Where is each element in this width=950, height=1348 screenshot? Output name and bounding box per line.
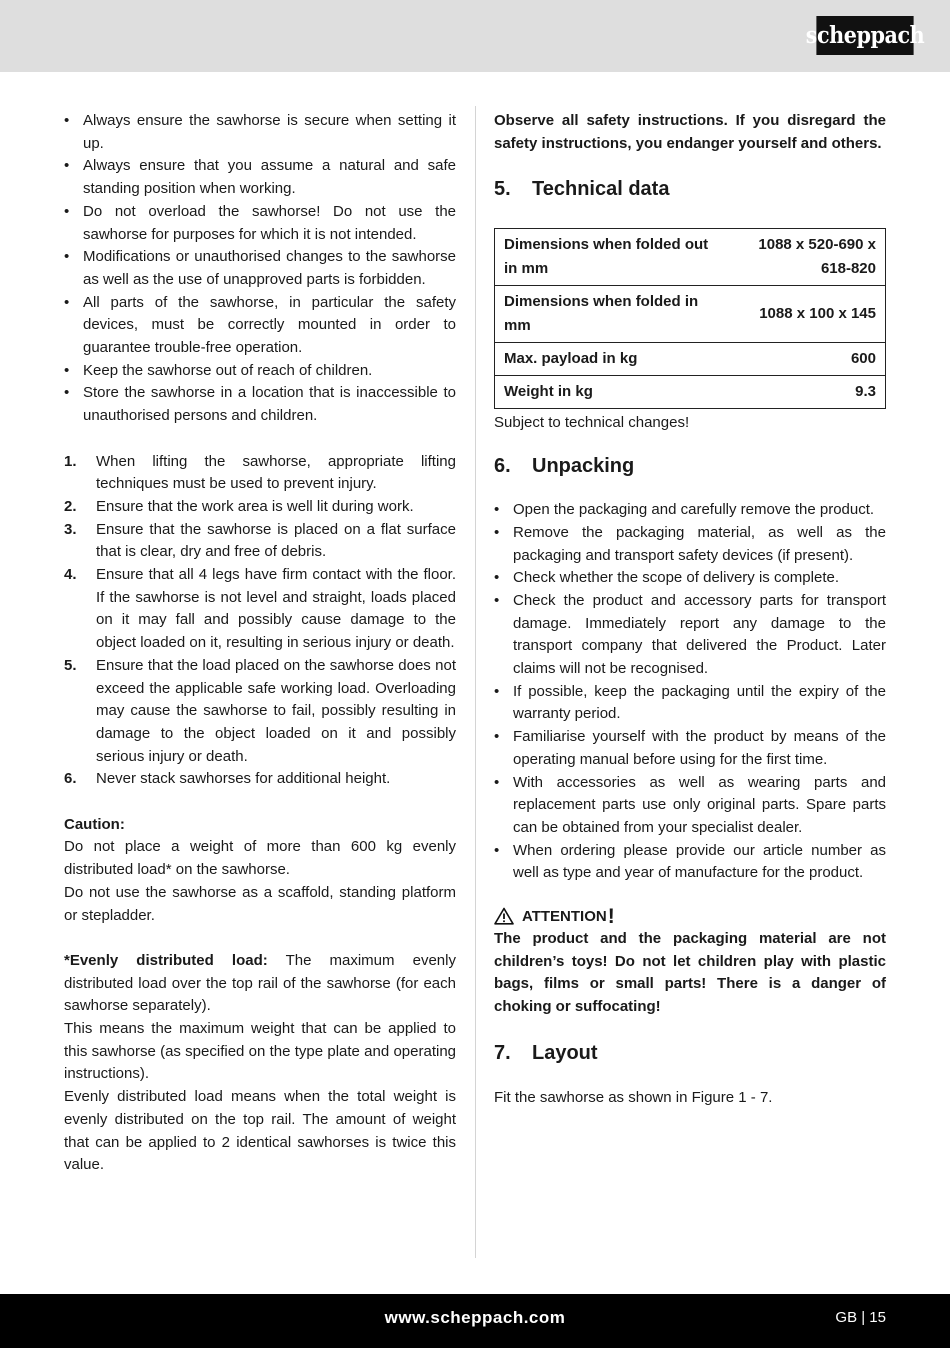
numbered-item — [64, 496, 456, 519]
tech-row — [495, 343, 886, 376]
tech-value: 9.3 — [731, 376, 885, 409]
item-number: 4. — [64, 566, 77, 584]
column-divider — [475, 106, 476, 1258]
caution-title: Caution: — [64, 815, 125, 833]
tech-row — [495, 376, 886, 409]
technical-data-table — [494, 228, 886, 409]
right-column — [494, 110, 886, 1110]
item-text: Ensure that the work area is well lit during work. — [96, 497, 414, 515]
unpacking-item: • Check the product and accessory parts for transport damage. Immediately report any damage to the transport company that delivered the Product. Later claims will not be recognised. — [494, 590, 886, 681]
numbered-item — [64, 768, 456, 791]
bullet-item: • All parts of the sawhorse, in particular the safety devices, must be correctly mounted in order to guarantee trouble-free operation. — [64, 292, 456, 360]
edl-paragraph-2: This means the maximum weight that can be applied to this sawhorse (as specified on the type plate and operating instructions). — [64, 1020, 456, 1083]
unpacking-item: • With accessories as well as wearing parts and replacement parts use only original parts. Spare parts can be obtained from your specialist dealer. — [494, 772, 886, 840]
section-7-title: Layout — [532, 1041, 598, 1064]
section-5-number: 5. — [494, 178, 511, 201]
item-number: 6. — [64, 770, 77, 788]
unpacking-bullet-list — [494, 499, 886, 885]
tech-label: Dimensions when folded in mm — [495, 286, 732, 343]
tech-value: 1088 x 520-690 x 618-820 — [731, 229, 885, 286]
item-text: Never stack sawhorses for additional height. — [96, 770, 391, 788]
tech-value: 600 — [731, 343, 885, 376]
safety-bullet-list — [64, 110, 456, 428]
unpacking-item: • Open the packaging and carefully remove the product. — [494, 499, 886, 522]
website-url: www.scheppach.com — [384, 1308, 566, 1327]
edl-paragraph-3: Evenly distributed load means when the total weight is evenly distributed on the top rail. The amount of weight that can be applied to 2 identical sawhorses is twice this value. — [64, 1088, 456, 1174]
caution-line-2: Do not use the sawhorse as a scaffold, standing platform or stepladder. — [64, 883, 456, 924]
left-column — [64, 110, 456, 1177]
footer-bar — [0, 1294, 950, 1348]
tech-label: Weight in kg — [495, 376, 732, 409]
observe-safety-note: Observe all safety instructions. If you disregard the safety instructions, you endanger yourself and others. — [494, 112, 886, 152]
bullet-item: • Store the sawhorse in a location that is inaccessible to unauthorised persons and children. — [64, 382, 456, 427]
tech-label: Max. payload in kg — [495, 343, 732, 376]
attention-text: The product and the packaging material are not children’s toys! Do not let children play with plastic bags, films or small parts! There is a danger of choking or suffocating! — [494, 930, 886, 1016]
section-6-heading — [494, 453, 886, 479]
bullet-item: • Always ensure that you assume a natural and safe standing position when working. — [64, 155, 456, 200]
bullet-item: • Do not overload the sawhorse! Do not use the sawhorse for purposes for which it is not intended. — [64, 201, 456, 246]
numbered-item — [64, 519, 456, 564]
item-number: 5. — [64, 656, 77, 674]
bullet-item: • Modifications or unauthorised changes to the sawhorse as well as the use of unapproved parts is forbidden. — [64, 246, 456, 291]
item-number: 1. — [64, 452, 77, 470]
safety-numbered-list — [64, 451, 456, 792]
section-5-title: Technical data — [532, 178, 670, 201]
caution-line-1: Do not place a weight of more than 600 kg evenly distributed load* on the sawhorse. — [64, 838, 456, 879]
unpacking-item: • If possible, keep the packaging until the expiry of the warranty period. — [494, 681, 886, 726]
section-6-number: 6. — [494, 455, 511, 478]
item-number: 2. — [64, 497, 77, 515]
numbered-item — [64, 564, 456, 655]
page-number: GB | 15 — [835, 1309, 886, 1326]
unpacking-item: • When ordering please provide our article number as well as type and year of manufacture for the product. — [494, 840, 886, 885]
edl-paragraph — [64, 950, 456, 1018]
section-6-title: Unpacking — [532, 455, 635, 478]
tech-value: 1088 x 100 x 145 — [731, 286, 885, 343]
tech-row — [495, 229, 886, 286]
edl-text: The maximum evenly distributed load over the top rail of the sawhorse (for each sawhorse separately). — [64, 951, 456, 1015]
attention-exclamation: ! — [607, 905, 615, 929]
item-text: Ensure that the load placed on the sawhorse does not exceed the applicable safe working load. Overloading may cause the sawhorse to fail, possibly resulting in damage to the object loaded on it and possibly serious injury or death. — [96, 656, 456, 765]
numbered-item — [64, 451, 456, 496]
subject-to-changes-note: Subject to technical changes! — [494, 414, 690, 432]
item-number: 3. — [64, 520, 77, 538]
section-5-heading — [494, 176, 886, 202]
bullet-item: • Keep the sawhorse out of reach of children. — [64, 360, 456, 383]
scheppach-logo: scheppach — [816, 16, 913, 55]
tech-row — [495, 286, 886, 343]
header-bar — [0, 0, 950, 72]
attention-heading — [494, 906, 886, 928]
unpacking-item: • Check whether the scope of delivery is complete. — [494, 567, 886, 590]
attention-label: ATTENTION — [522, 908, 607, 926]
section-7-heading — [494, 1040, 886, 1066]
edl-label: *Evenly distributed load: — [64, 951, 268, 969]
section-7-number: 7. — [494, 1041, 511, 1064]
numbered-item — [64, 655, 456, 769]
layout-text: Fit the sawhorse as shown in Figure 1 - 7. — [494, 1088, 773, 1106]
item-text: Ensure that the sawhorse is placed on a flat surface that is clear, dry and free of debris. — [96, 520, 456, 561]
unpacking-item: • Remove the packaging material, as well as the packaging and transport safety devices (if present). — [494, 522, 886, 567]
tech-label: Dimensions when folded out in mm — [495, 229, 732, 286]
bullet-item: • Always ensure the sawhorse is secure when setting it up. — [64, 110, 456, 155]
unpacking-item: • Familiarise yourself with the product by means of the operating manual before using for the first time. — [494, 726, 886, 771]
item-text: Ensure that all 4 legs have firm contact with the floor. If the sawhorse is not level and straight, loads placed on it may fall and possibly cause damage to the object loaded on it, resulting in serious injury or death. — [96, 566, 456, 652]
item-text: When lifting the sawhorse, appropriate lifting techniques must be used to prevent injury. — [96, 452, 456, 493]
warning-triangle-icon — [494, 907, 514, 925]
